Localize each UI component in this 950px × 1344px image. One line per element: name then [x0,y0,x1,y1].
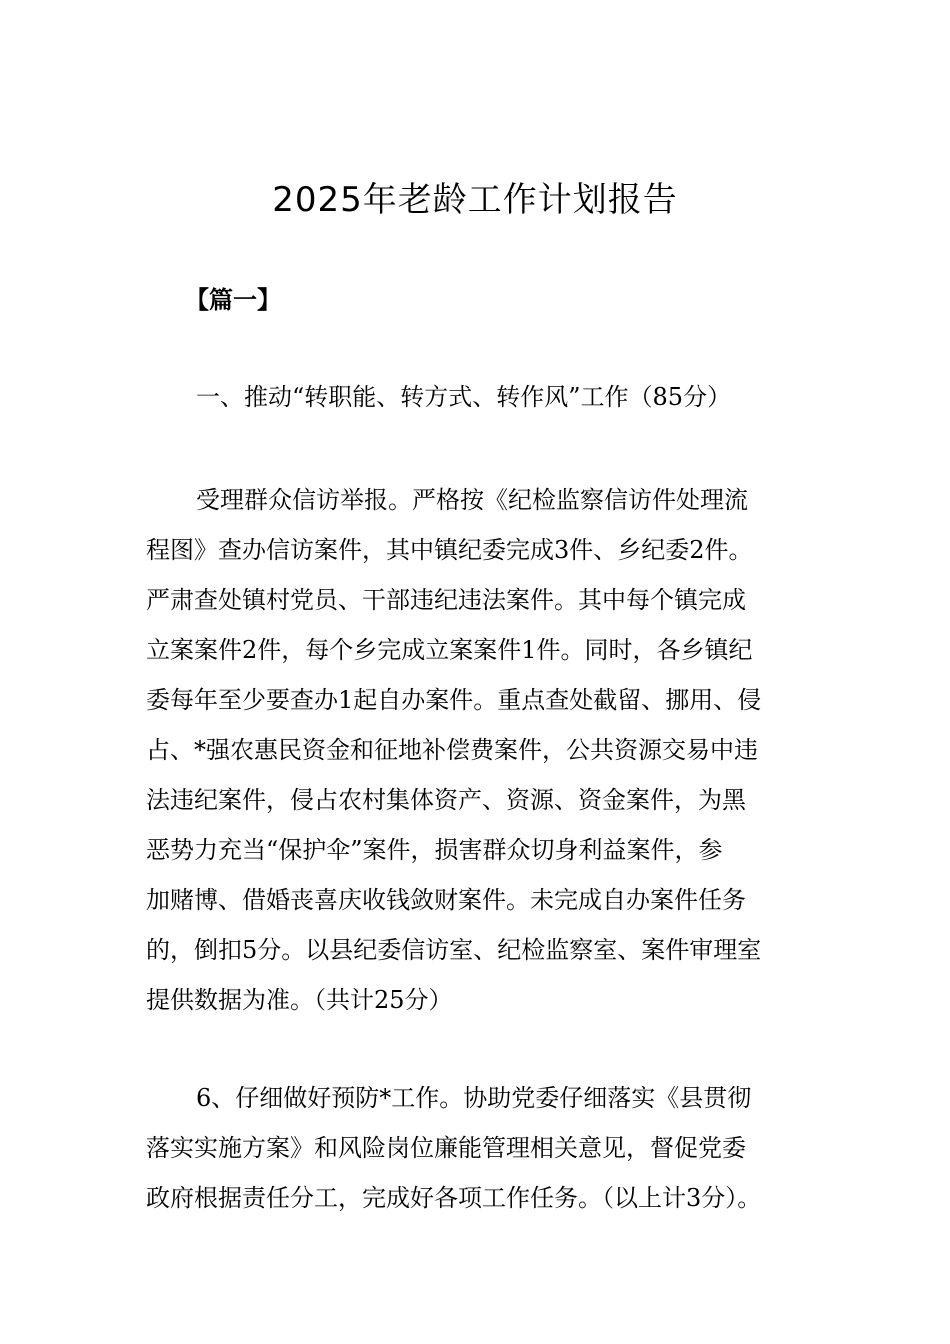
paragraph-line: 法违纪案件，侵占农村集体资产、资源、资金案件，为黑 [146,786,746,814]
paragraph-line: 的，倒扣5分。以县纪委信访室、纪检监察室、案件审理室 [146,936,762,964]
section-tag: 【篇一】 [185,285,281,314]
paragraph-1 [146,475,816,1025]
paragraph-line: 受理群众信访举报。严格按《纪检监察信访件处理流 [196,486,748,514]
paragraph-line: 6、仔细做好预防*工作。协助党委仔细落实《县贯彻 [196,1084,752,1112]
paragraph-line: 程图》查办信访案件，其中镇纪委完成3件、乡纪委2件。 [146,536,753,564]
paragraph-line: 占、*强农惠民资金和征地补偿费案件，公共资源交易中违 [146,736,758,764]
paragraph-line: 委每年至少要查办1起自办案件。重点查处截留、挪用、侵 [146,686,762,714]
paragraph-2 [146,1073,816,1223]
paragraph-line: 加赌博、借婚丧喜庆收钱敛财案件。未完成自办案件任务 [146,886,746,914]
paragraph-line: 政府根据责任分工，完成好各项工作任务。（以上计3分）。 [146,1184,762,1212]
paragraph-line: 落实实施方案》和风险岗位廉能管理相关意见，督促党委 [146,1134,746,1162]
section-heading: 一、推动“转职能、转方式、转作风”工作（85分） [196,383,732,411]
paragraph-line: 提供数据为准。（共计25分） [146,986,453,1014]
paragraph-line: 立案案件2件，每个乡完成立案案件1件。同时，各乡镇纪 [146,636,753,664]
document-title: 2025年老龄工作计划报告 [272,180,678,220]
paragraph-line: 恶势力充当“保护伞”案件，损害群众切身利益案件，参 [146,836,723,864]
paragraph-line: 严肃查处镇村党员、干部违纪违法案件。其中每个镇完成 [146,586,746,614]
